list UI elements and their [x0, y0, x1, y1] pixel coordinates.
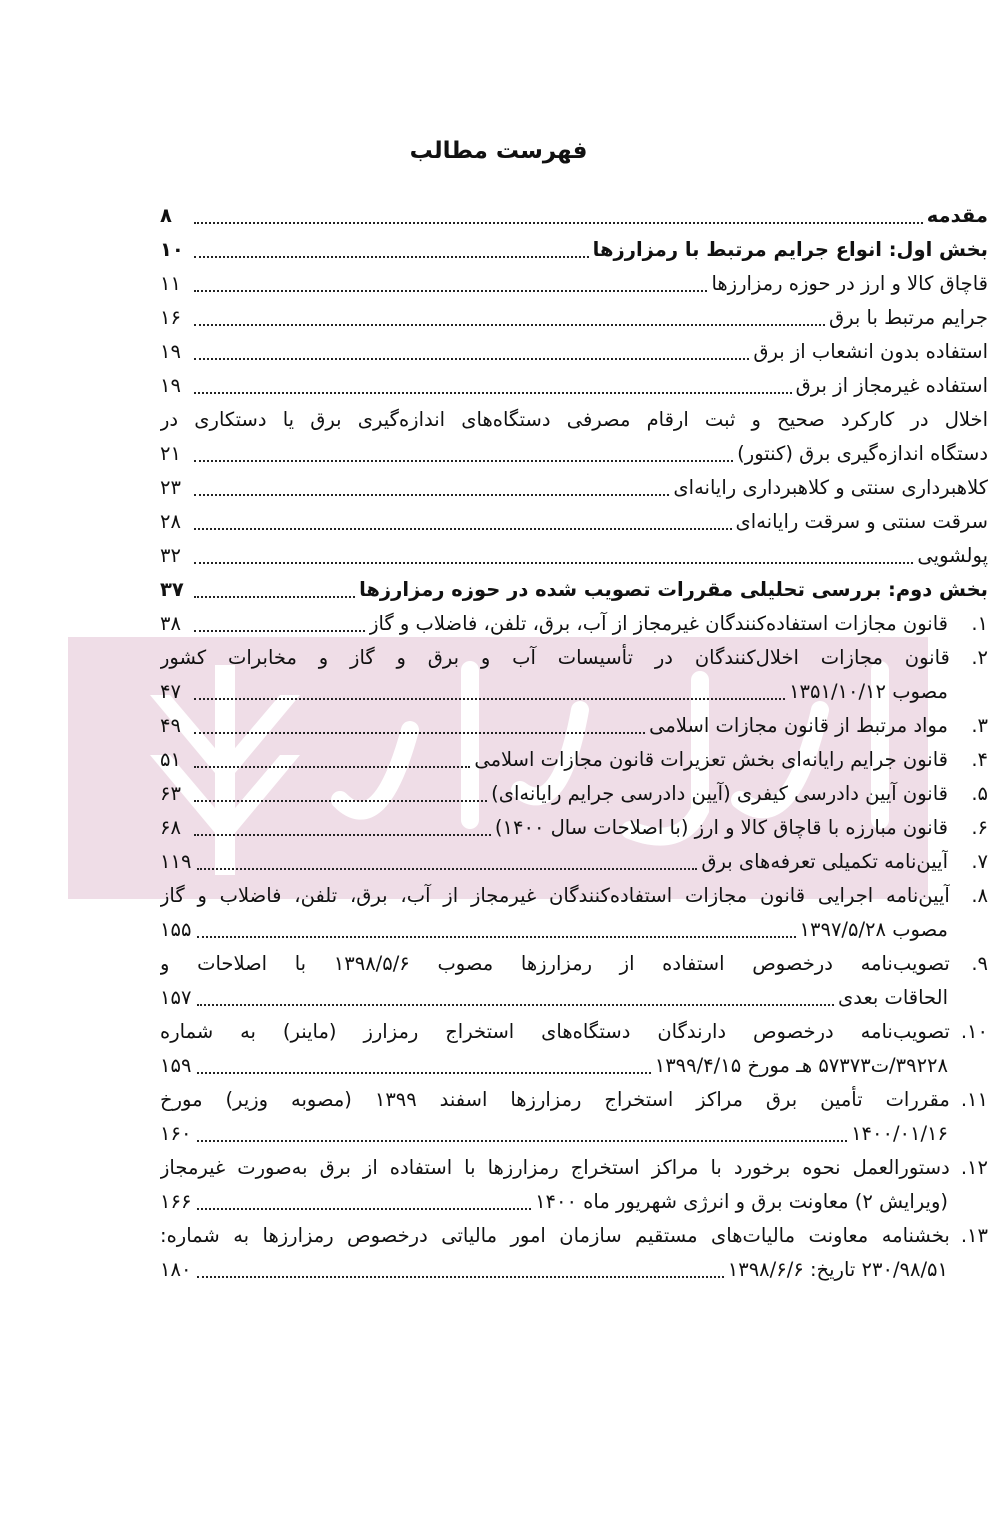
page-number: ۳۲: [160, 544, 181, 567]
dot-leader: [194, 290, 707, 292]
page-number: ۴۷: [160, 680, 181, 703]
toc-entry[interactable]: [160, 811, 988, 845]
dot-leader: [194, 494, 669, 496]
entry-title: قانون مبارزه با قاچاق کالا و ارز (با اصلاحات سال ۱۴۰۰): [494, 816, 948, 839]
page-number: ۱۵۵: [160, 918, 192, 941]
toc-entry[interactable]: [160, 539, 988, 573]
entry-number: ۱.: [971, 612, 988, 635]
toc-entry[interactable]: [160, 913, 988, 947]
page-number: ۱۹: [160, 340, 181, 363]
toc-entry[interactable]: [160, 777, 988, 811]
dot-leader: [197, 1004, 834, 1006]
toc-entry[interactable]: [160, 1219, 988, 1253]
toc-entry[interactable]: [160, 471, 988, 505]
toc-entry[interactable]: [160, 301, 988, 335]
entry-number: ۸.: [971, 884, 988, 907]
toc-entry[interactable]: [160, 505, 988, 539]
dot-leader: [197, 936, 795, 938]
entry-title: تصویب‌نامه درخصوص دارندگان دستگاه‌های استخراج رمزارز (ماینر) به شماره: [160, 1020, 950, 1043]
entry-title: مصوب ۱۳۹۷/۵/۲۸: [799, 918, 948, 941]
toc-entry[interactable]: [160, 607, 988, 641]
entry-number: ۱۰.: [960, 1020, 988, 1043]
page-number: ۸: [160, 204, 172, 227]
dot-leader: [197, 868, 697, 870]
toc-entry[interactable]: [160, 1185, 988, 1219]
table-of-contents: [160, 199, 988, 1287]
toc-entry[interactable]: [160, 845, 988, 879]
entry-title: استفاده غیرمجاز از برق: [795, 374, 988, 397]
dot-leader: [194, 358, 749, 360]
dot-leader: [194, 528, 732, 530]
entry-number: ۴.: [971, 748, 988, 771]
dot-leader: [194, 596, 355, 598]
dot-leader: [194, 766, 470, 768]
toc-entry[interactable]: [160, 1117, 988, 1151]
page-number: ۱۱: [160, 272, 181, 295]
entry-title: قاچاق کالا و ارز در حوزه رمزارزها: [711, 272, 988, 295]
entry-title: مقررات تأمین برق مراکز استخراج رمزارزها اسفند ۱۳۹۹ (مصوبه وزیر) مورخ: [160, 1088, 950, 1111]
toc-entry[interactable]: [160, 1253, 988, 1287]
page-number: ۱۶: [160, 306, 181, 329]
entry-title: آیین‌نامه تکمیلی تعرفه‌های برق: [701, 850, 948, 873]
entry-title: استفاده بدون انشعاب از برق: [753, 340, 988, 363]
entry-title: مصوب ۱۳۵۱/۱۰/۱۲: [789, 680, 948, 703]
entry-title: پولشویی: [917, 544, 988, 567]
entry-title: (ویرایش ۲) معاونت برق و انرژی شهریور ماه ۱۴۰۰: [535, 1190, 948, 1213]
toc-entry[interactable]: [160, 573, 988, 607]
entry-number: ۳.: [971, 714, 988, 737]
entry-title: بخش اول: انواع جرایم مرتبط با رمزارزها: [592, 238, 988, 261]
entry-title: دستگاه اندازه‌گیری برق (کنتور): [737, 442, 988, 465]
entry-title: مواد مرتبط از قانون مجازات اسلامی: [649, 714, 948, 737]
toc-entry[interactable]: [160, 743, 988, 777]
toc-entry[interactable]: [160, 1049, 988, 1083]
page-number: ۵۱: [160, 748, 181, 771]
entry-title: مقدمه: [926, 204, 988, 227]
entry-number: ۶.: [971, 816, 988, 839]
page-number: ۲۸: [160, 510, 181, 533]
page-number: ۶۳: [160, 782, 181, 805]
page-number: ۲۱: [160, 442, 181, 465]
page-number: ۱۵۷: [160, 986, 192, 1009]
page-number: ۱۵۹: [160, 1054, 192, 1077]
dot-leader: [194, 800, 487, 802]
dot-leader: [194, 732, 645, 734]
dot-leader: [194, 222, 923, 224]
dot-leader: [194, 562, 913, 564]
page-number: ۱۹: [160, 374, 181, 397]
entry-title: جرایم مرتبط با برق: [829, 306, 988, 329]
entry-title: قانون مجازات استفاده‌کنندگان غیرمجاز از آب، برق، تلفن، فاضلاب و گاز: [369, 612, 948, 635]
entry-number: ۲.: [971, 646, 988, 669]
entry-number: ۷.: [971, 850, 988, 873]
dot-leader: [197, 1276, 723, 1278]
entry-title: کلاهبرداری سنتی و کلاهبرداری رایانه‌ای: [673, 476, 988, 499]
dot-leader: [194, 256, 589, 258]
page-number: ۱۰: [160, 238, 184, 261]
toc-entry[interactable]: [160, 267, 988, 301]
toc-entry[interactable]: [160, 403, 988, 437]
toc-entry[interactable]: [160, 675, 988, 709]
entry-title: اخلال در کارکرد صحیح و ثبت ارقام مصرفی دستگاه‌های اندازه‌گیری برق یا دستکاری در: [160, 408, 988, 431]
toc-entry[interactable]: [160, 641, 988, 675]
entry-title: ۳۹۲۲۸/ت۵۷۳۷۳ هـ مورخ ۱۳۹۹/۴/۱۵: [654, 1054, 948, 1077]
toc-entry[interactable]: [160, 1083, 988, 1117]
toc-entry[interactable]: [160, 437, 988, 471]
toc-entry[interactable]: [160, 335, 988, 369]
page-number: ۳۸: [160, 612, 181, 635]
entry-title: قانون مجازات اخلال‌کنندگان در تأسیسات آب و برق و گاز و مخابرات کشور: [160, 646, 950, 669]
page-number: ۱۶۰: [160, 1122, 192, 1145]
entry-title: قانون آیین دادرسی کیفری (آیین دادرسی جرایم رایانه‌ای): [491, 782, 948, 805]
entry-title: تصویب‌نامه درخصوص استفاده از رمزارزها مصوب ۱۳۹۸/۵/۶ با اصلاحات و: [160, 952, 950, 975]
page-number: ۱۱۹: [160, 850, 192, 873]
entry-title: سرقت سنتی و سرقت رایانه‌ای: [735, 510, 988, 533]
dot-leader: [197, 1072, 650, 1074]
dot-leader: [194, 460, 733, 462]
toc-entry[interactable]: [160, 1151, 988, 1185]
toc-entry[interactable]: [160, 233, 988, 267]
entry-number: ۹.: [971, 952, 988, 975]
page-number: ۳۷: [160, 578, 184, 601]
toc-entry[interactable]: [160, 1015, 988, 1049]
dot-leader: [194, 698, 785, 700]
entry-title: ۲۳۰/۹۸/۵۱ تاریخ: ۱۳۹۸/۶/۶: [727, 1258, 948, 1281]
dot-leader: [194, 324, 825, 326]
toc-entry[interactable]: [160, 879, 988, 913]
entry-number: ۱۲.: [960, 1156, 988, 1179]
entry-title: بخشنامه معاونت مالیات‌های مستقیم سازمان امور مالیاتی درخصوص رمزارزها به شماره:: [160, 1224, 950, 1247]
toc-entry[interactable]: [160, 199, 988, 233]
entry-title: دستورالعمل نحوه برخورد با مراکز استخراج رمزارزها با استفاده از برق به‌صورت غیرمجاز: [160, 1156, 950, 1179]
dot-leader: [197, 1208, 531, 1210]
entry-title: ۱۴۰۰/۰۱/۱۶: [851, 1122, 948, 1145]
dot-leader: [194, 630, 365, 632]
entry-number: ۱۳.: [960, 1224, 988, 1247]
page-number: ۱۸۰: [160, 1258, 192, 1281]
page-number: ۱۶۶: [160, 1190, 192, 1213]
dot-leader: [194, 392, 792, 394]
toc-entry[interactable]: [160, 981, 988, 1015]
toc-entry[interactable]: [160, 709, 988, 743]
page-number: ۲۳: [160, 476, 181, 499]
entry-title: آیین‌نامه اجرایی قانون مجازات استفاده‌کنندگان غیرمجاز از آب، برق، تلفن، فاضلاب و گاز: [160, 884, 950, 907]
page-title: فهرست مطالب: [409, 138, 588, 164]
page-number: ۶۸: [160, 816, 181, 839]
dot-leader: [197, 1140, 847, 1142]
entry-title: قانون جرایم رایانه‌ای بخش تعزیرات قانون مجازات اسلامی: [474, 748, 948, 771]
entry-number: ۱۱.: [960, 1088, 988, 1111]
page-number: ۴۹: [160, 714, 181, 737]
toc-entry[interactable]: [160, 369, 988, 403]
dot-leader: [194, 834, 491, 836]
entry-title: الحاقات بعدی: [837, 986, 948, 1009]
entry-title: بخش دوم: بررسی تحلیلی مقررات تصویب شده در حوزه رمزارزها: [359, 578, 988, 601]
toc-entry[interactable]: [160, 947, 988, 981]
entry-number: ۵.: [971, 782, 988, 805]
